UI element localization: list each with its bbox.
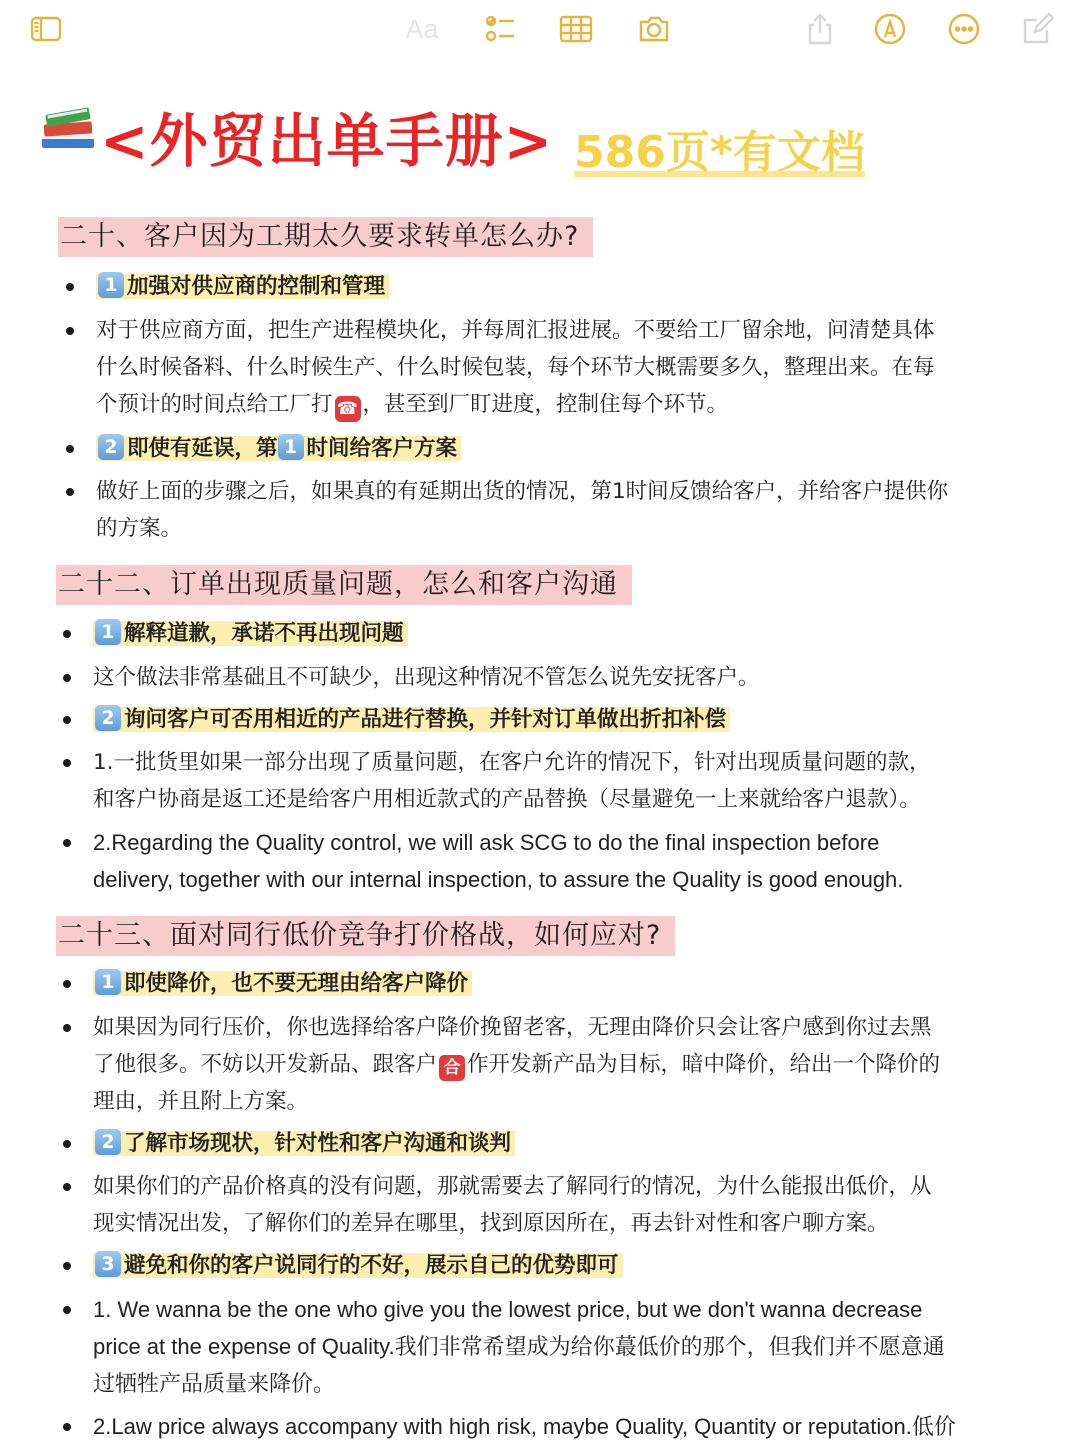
list-item [96, 268, 389, 305]
section-heading: 二十、客户因为工期太久要求转单怎么办? [58, 217, 593, 257]
bullet-dot [63, 1024, 71, 1032]
bullet-dot [63, 1306, 71, 1314]
bullet-dot [63, 980, 71, 988]
subtitle-link[interactable]: 586页*有文档 [574, 127, 865, 178]
cooperation-icon: 合 [439, 1055, 465, 1081]
list-item: 2.Regarding the Quality control, we will ask SCG to do the final inspection before delivery, together with our internal inspection, to assure the Quality is good enough. [93, 824, 1038, 898]
checklist-icon[interactable] [480, 10, 520, 48]
markup-icon[interactable] [870, 10, 910, 48]
format-button[interactable] [402, 10, 442, 48]
highlight-text: 3 避免和你的客户说同行的不好，展示自己的优势即可 [93, 1253, 623, 1278]
list-item: 如果你们的产品价格真的没有问题，那就需要去了解同行的情况，为什么能报出低价，从 现实情况出发，了解你们的差异在哪里，找到原因所在，再去针对性和客户聊方案。 [93, 1168, 1038, 1242]
telephone-icon: ☎ [335, 396, 361, 422]
bullet-dot [63, 630, 71, 638]
bullet-dot [63, 1183, 71, 1191]
list-item: 对于供应商方面，把生产进程模块化，并每周汇报进展。不要给工厂留余地，问清楚具体 什么时候备料、什么时候生产、什么时候包装，每个环节大概需要多久，整理出来。在每 个预计的时间点给工厂打 ☎ ，甚至到厂盯进度，控制住每个环节。 [96, 312, 1036, 423]
highlight-text: 1 即使降价，也不要无理由给客户降价 [93, 971, 472, 996]
highlight-text: 2 询问客户可否用相近的产品进行替换，并针对订单做出折扣补偿 [93, 707, 730, 732]
main-title: <外贸出单手册> [100, 107, 554, 175]
share-icon[interactable] [800, 10, 840, 48]
bullet-dot [63, 1262, 71, 1270]
list-item [93, 1247, 623, 1284]
list-item [93, 1125, 515, 1162]
bullet-dot [66, 488, 74, 496]
keycap-number-icon: 1 [95, 969, 121, 995]
list-item: 2.Law price always accompany with high risk, maybe Quality, Quantity or reputation.低价 [93, 1408, 1038, 1445]
bullet-dot [66, 283, 74, 291]
list-item [93, 701, 730, 738]
keycap-number-icon: 2 [95, 1129, 121, 1155]
bullet-dot [63, 839, 71, 847]
keycap-number-icon: 1 [278, 434, 304, 460]
bullet-dot [63, 759, 71, 767]
format-label: Aa [405, 13, 439, 44]
section-heading: 二十三、面对同行低价竞争打价格战，如何应对? [56, 916, 675, 956]
bullet-dot [66, 327, 74, 335]
bullet-dot [63, 716, 71, 724]
table-icon[interactable] [556, 10, 596, 48]
list-item: 做好上面的步骤之后，如果真的有延期出货的情况，第1时间反馈给客户，并给客户提供你 的方案。 [96, 473, 1036, 547]
toolbar [0, 0, 1080, 58]
bullet-dot [63, 674, 71, 682]
books-icon [36, 96, 100, 160]
section-heading: 二十二、订单出现质量问题，怎么和客户沟通 [56, 565, 632, 605]
keycap-number-icon: 1 [98, 272, 124, 298]
list-item [93, 615, 408, 652]
more-icon[interactable] [944, 10, 984, 48]
note-title [36, 92, 1046, 182]
highlight-text: 1 解释道歉，承诺不再出现问题 [93, 621, 408, 646]
list-item: 1. We wanna be the one who give you the lowest price, but we don't wanna decrease price at the expense of Quality.我们非常希望成为给你蕞低价的那个，但我们并不愿意通 过牺牲产品质量来降价。 [93, 1291, 1038, 1402]
sidebar-icon[interactable] [26, 10, 66, 48]
list-item: 如果因为同行压价，你也选择给客户降价挽留老客，无理由降价只会让客户感到你过去黑 了他很多。不妨以开发新品、跟客户 合 作开发新产品为目标，暗中降价，给出一个降价的 理由，并且附上方案。 [93, 1009, 1038, 1120]
keycap-number-icon: 3 [95, 1251, 121, 1277]
list-item [96, 430, 461, 467]
bullet-dot [63, 1423, 71, 1431]
bullet-dot [66, 445, 74, 453]
list-item [93, 965, 472, 1002]
bullet-dot [63, 1140, 71, 1148]
highlight-text: 2 了解市场现状，针对性和客户沟通和谈判 [93, 1131, 515, 1156]
camera-icon[interactable] [634, 10, 674, 48]
list-item: 这个做法非常基础且不可缺少，出现这种情况不管怎么说先安抚客户。 [93, 659, 1033, 696]
keycap-number-icon: 2 [95, 705, 121, 731]
list-item: 1.一批货里如果一部分出现了质量问题，在客户允许的情况下，针对出现质量问题的款， 和客户协商是返工还是给客户用相近款式的产品替换（尽量避免一上来就给客户退款）。 [93, 744, 1038, 818]
keycap-number-icon: 1 [95, 619, 121, 645]
keycap-number-icon: 2 [98, 434, 124, 460]
highlight-text: 2 即使有延误，第 1 时间给客户方案 [96, 436, 461, 461]
compose-icon[interactable] [1018, 10, 1058, 48]
highlight-text: 1 加强对供应商的控制和管理 [96, 274, 389, 299]
